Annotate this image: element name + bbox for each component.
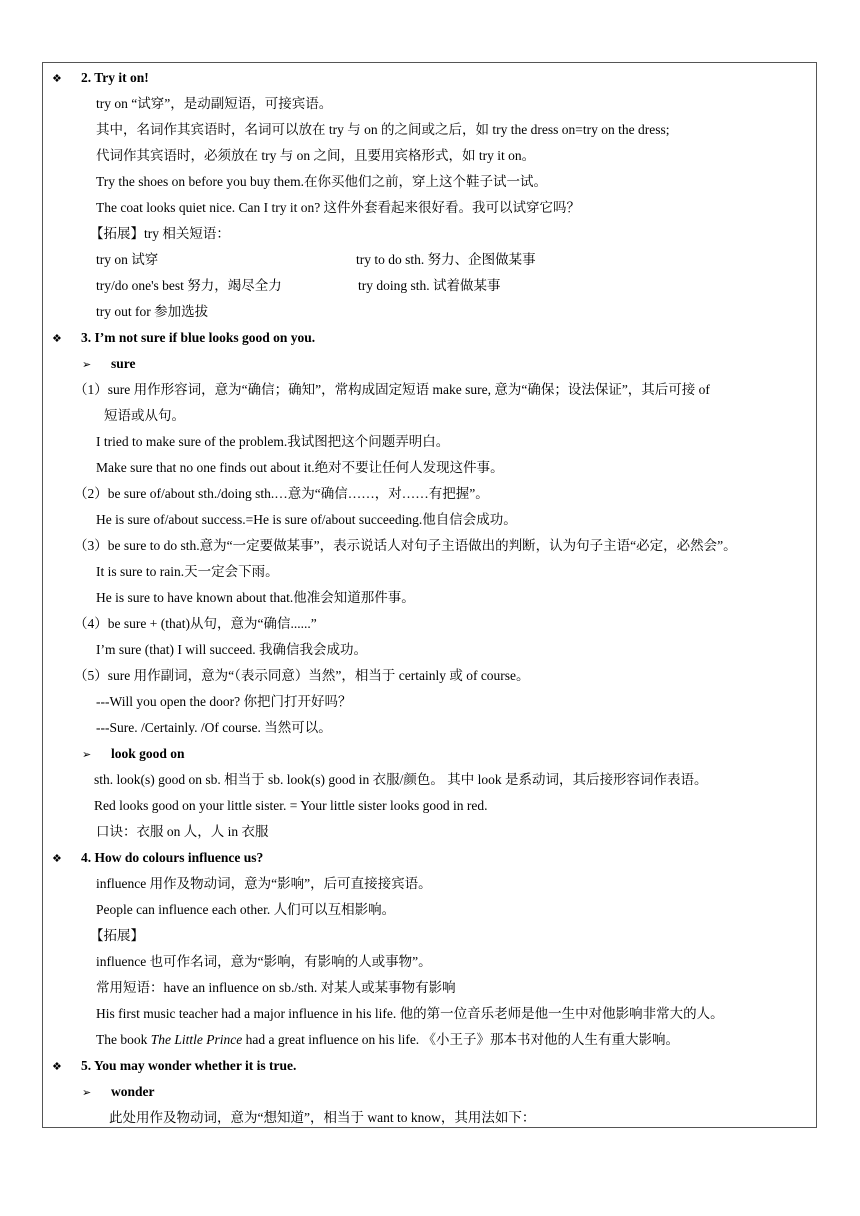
text-line — [96, 429, 449, 455]
text-line — [96, 689, 352, 715]
line-text: The coat looks quiet nice. Can I try it on? 这件外套看起来很好看。我可以试穿它吗？ — [96, 200, 581, 215]
text-line — [96, 585, 415, 611]
line-text: （5）sure 用作副词，意为“（表示同意）当然”，相当于 certainly 或 of course。 — [74, 668, 530, 683]
line-text: （1）sure 用作形容词，意为“确信；确知”，常构成固定短语 make sure, 意为“确保；设法保证”，其后可接 of — [74, 382, 710, 397]
text-line — [109, 1105, 535, 1131]
text-line — [96, 559, 279, 585]
line-text: 【拓展】try 相关短语： — [90, 226, 230, 241]
text-line — [74, 611, 317, 637]
line-text: The book — [96, 1032, 151, 1047]
line-text: try on 试穿 — [96, 252, 159, 267]
text-line — [96, 273, 282, 299]
line-text: Red looks good on your little sister. = Your little sister looks good in red. — [94, 798, 488, 813]
text-line-col2: try to do sth. 努力、企图做某事 — [356, 252, 536, 267]
line-text: 【拓展】 — [90, 928, 144, 943]
text-line — [96, 819, 269, 845]
arrow-bullet-icon: ➢ — [82, 1087, 92, 1099]
line-text: 此处用作及物动词，意为“想知道”，相当于 want to know，其用法如下： — [109, 1110, 536, 1125]
line-text: try on “试穿”，是动副短语，可接宾语。 — [96, 96, 333, 111]
text-line — [96, 1027, 679, 1053]
text-line — [96, 715, 332, 741]
text-line — [96, 143, 535, 169]
line-text: 3. I’m not sure if blue looks good on you. — [81, 330, 316, 345]
line-text: sure — [111, 356, 136, 371]
line-text: He is sure of/about success.=He is sure of/about succeeding.他自信会成功。 — [96, 512, 517, 527]
line-text: 5. You may wonder whether it is true. — [81, 1058, 297, 1073]
line-text: wonder — [111, 1084, 155, 1099]
text-line — [96, 507, 517, 533]
line-text: Make sure that no one finds out about it.绝对不要让任何人发现这件事。 — [96, 460, 504, 475]
diamond-bullet-icon: ❖ — [52, 853, 62, 865]
section-heading — [111, 1079, 155, 1105]
diamond-bullet-icon: ❖ — [52, 1061, 62, 1073]
line-text: His first music teacher had a major influence in his life. 他的第一位音乐老师是他一生中对他影响非常大的人。 — [96, 1006, 724, 1021]
text-line — [96, 117, 669, 143]
line-text: （4）be sure + (that)从句，意为“确信......” — [74, 616, 317, 631]
line-text: 常用短语：have an influence on sb./sth. 对某人或某事物有影响 — [96, 980, 456, 995]
text-line — [104, 403, 185, 429]
line-text: I’m sure (that) I will succeed. 我确信我会成功。 — [96, 642, 368, 657]
line-text: sth. look(s) good on sb. 相当于 sb. look(s) good in 衣服/颜色。 其中 look 是系动词，其后接形容词作表语。 — [94, 772, 708, 787]
line-text: He is sure to have known about that.他准会知道那件事。 — [96, 590, 415, 605]
line-text: 短语或从句。 — [104, 408, 185, 423]
line-text: I tried to make sure of the problem.我试图把这个问题弄明白。 — [96, 434, 450, 449]
text-line — [90, 923, 144, 949]
line-text: try out for 参加选拔 — [96, 304, 209, 319]
section-heading — [111, 351, 136, 377]
line-text: It is sure to rain.天一定会下雨。 — [96, 564, 279, 579]
text-line — [96, 299, 208, 325]
text-line — [96, 91, 332, 117]
line-text: 4. How do colours influence us? — [81, 850, 264, 865]
line-text: 2. Try it on! — [81, 70, 149, 85]
arrow-bullet-icon: ➢ — [82, 749, 92, 761]
line-text: ---Will you open the door? 你把门打开好吗？ — [96, 694, 352, 709]
line-text: 口诀：衣服 on 人，人 in 衣服 — [96, 824, 269, 839]
book-title: The Little Prince — [150, 1032, 243, 1047]
text-line — [74, 533, 737, 559]
line-text: influence 用作及物动词，意为“影响”，后可直接接宾语。 — [96, 876, 432, 891]
text-line-col2: try doing sth. 试着做某事 — [358, 278, 501, 293]
section-heading — [81, 65, 149, 91]
diamond-bullet-icon: ❖ — [52, 73, 62, 85]
line-text: （2）be sure of/about sth./doing sth.…意为“确信……，对……有把握”。 — [74, 486, 489, 501]
line-text: try/do one's best 努力，竭尽全力 — [96, 278, 282, 293]
diamond-bullet-icon: ❖ — [52, 333, 62, 345]
text-line — [96, 247, 158, 273]
line-text: influence 也可作名词，意为“影响，有影响的人或事物”。 — [96, 954, 432, 969]
line-text: 其中，名词作其宾语时，名词可以放在 try 与 on 的之间或之后，如 try the dress on=try on the dress; — [96, 122, 670, 137]
text-line — [96, 1001, 724, 1027]
line-text: 代词作其宾语时，必须放在 try 与 on 之间，且要用宾格形式，如 try it on。 — [96, 148, 536, 163]
text-line — [96, 871, 432, 897]
text-line — [90, 221, 230, 247]
line-text: People can influence each other. 人们可以互相影响。 — [96, 902, 396, 917]
text-line — [96, 897, 395, 923]
arrow-bullet-icon: ➢ — [82, 359, 92, 371]
line-text: look good on — [111, 746, 185, 761]
text-line — [96, 455, 504, 481]
text-line — [96, 949, 432, 975]
line-text-after: had a great influence on his life. 《小王子》那本书对他的人生有重大影响。 — [242, 1032, 680, 1047]
line-text: ---Sure. /Certainly. /Of course. 当然可以。 — [96, 720, 332, 735]
section-heading — [81, 1053, 296, 1079]
line-text: Try the shoes on before you buy them.在你买他们之前，穿上这个鞋子试一试。 — [96, 174, 547, 189]
section-heading — [111, 741, 185, 767]
section-heading — [81, 325, 315, 351]
text-line — [96, 637, 367, 663]
line-text: （3）be sure to do sth.意为“一定要做某事”，表示说话人对句子主语做出的判断，认为句子主语“必定，必然会”。 — [74, 538, 737, 553]
text-line — [94, 793, 487, 819]
text-line — [94, 767, 708, 793]
text-line — [74, 481, 489, 507]
text-line — [74, 377, 710, 403]
text-line — [96, 169, 547, 195]
text-line — [74, 663, 530, 689]
text-line — [96, 195, 580, 221]
section-heading — [81, 845, 263, 871]
text-line — [96, 975, 456, 1001]
